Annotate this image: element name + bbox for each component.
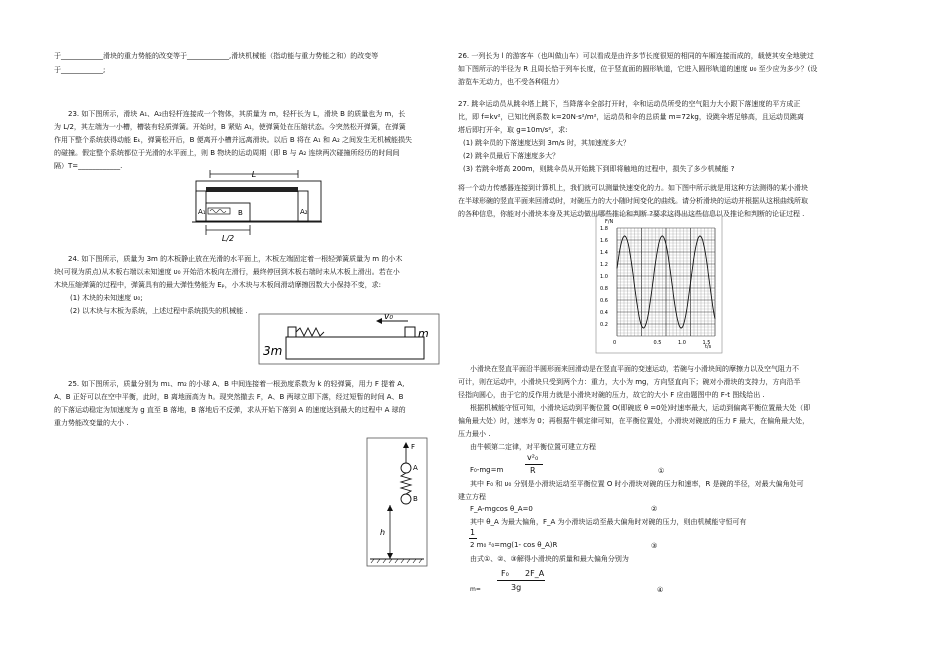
y-tick-label: 0.4 [600,310,608,316]
eq4-main: m= [470,586,481,593]
q23-line: 23. 如下图所示，滑块 A₁、A₂由轻杆连接成一个物体，其质量为 m，轻杆长为 L，滑块 B 的质量也为 m，长 [68,110,406,118]
answer-line: 其中 θ_A 为最大偏角，F_A 为小滑块运动至最大偏角时对碗的压力，则由机械能守恒可有 [470,518,747,526]
intro-line-1: 于____________滑块的重力势能的改变等于____________,滑块机械能（指动能与重力势能之和）的改变等 [54,52,379,60]
graph-y-ticks [600,226,608,328]
eq4-fraction-bar [497,580,545,581]
exp-line: 在半球形碗的竖直平面来回滑动时，对碗压力的大小随时间变化的曲线。请分析滑块的运动并根据从这根曲线所取 [458,197,808,205]
answer-line: 压力最小 . [458,430,491,438]
label-m: m [418,327,429,340]
q25-line: 重力势能改变量的大小 . [54,419,129,427]
y-tick-label: 1.6 [600,238,608,244]
q23-figure [188,167,323,247]
q27-line: (2) 跳伞员最后下落速度多大？ [463,152,560,160]
label-A1: A₁ [198,208,206,216]
eq1-denominator: R [530,466,536,475]
q24-line: (2) 以木块与木板为系统，上述过程中系统损失的机械能 . [70,307,248,315]
q23-line: 为 L/2，其左端为一小槽，槽装有轻质弹簧。开始时，B 紧贴 A₁，使弹簧处在压缩状态。今突然松开弹簧，在弹簧 [54,123,406,131]
eq3-main: 2 m₀ ²₀=mg(1- cos θ_A)R [470,541,558,549]
graph-x-ticks [613,340,710,346]
intro-line-2: 于____________; [54,66,106,74]
answer-line: 由牛顿第二定律，对平衡位置可建立方程 [470,443,596,451]
y-tick-label: 1.8 [600,226,608,232]
exp-line: 将一个动力传感器连接到计算机上，我们就可以测量快速变化的力。如下图中所示就是用这种方法测得的某小滑块 [458,184,808,192]
q25-line: A、B 正好可以在空中平衡，此时，B 离地面高为 h。现突然撤去 F，A、B 两球立即下落，经过短暂的时间 A、B [54,393,404,401]
force-time-graph [595,214,723,354]
label-L-half: L/2 [221,234,235,243]
graph-y-label: F/N [605,219,614,225]
answer-line: 其中 F₀ 和 υ₀ 分别是小滑块运动至平衡位置 O 时小滑块对碗的压力和速率，R 是碗的半径，对最大偏角处可 [470,480,804,488]
answer-line: 偏角最大处）时，速率为 0；再根据牛顿定律可知，在平衡位置处，小滑块对碗底的压力 F 最大，在偏角最大处， [458,417,810,425]
answer-line: 由式①、②、③解得小滑块的质量和最大偏角分别为 [470,555,629,563]
answer-line: 建立方程 [458,493,486,501]
q24-line: 块(可视为质点)从木板右端以未知速度 υ₀ 开始沿木板向左滑行，最终停回到木板右端时未从木板上滑出。若在小 [54,268,400,276]
eq1-fraction-bar [525,464,543,465]
eq4-denominator: 3g [511,583,522,592]
x-tick-label: 1.0 [678,340,686,346]
equation-2: F_A-mgcos θ_A=0 [470,505,533,513]
label-A: A [413,464,418,472]
y-tick-label: 0.2 [600,322,608,328]
eq3-numerator: 1 [470,528,476,537]
exp-line: 的各种信息，你能对小滑块本身及其运动做出哪些推论和判断 ?要求这得出这些信息以及推论和判断的论证过程 . [458,210,805,218]
y-tick-label: 0.6 [600,298,608,304]
answer-line: 可计，则在运动中，小滑块只受到两个力：重力，大小为 mg，方向竖直向下；碗对小滑块的支持力，方向沿半 [458,378,801,386]
y-tick-label: 1.0 [600,274,608,280]
label-B: B [238,209,243,217]
label-L: L [251,170,257,179]
label-v0: v₀ [384,313,393,322]
q27-line: (3) 若跳伞塔高 200m，则跳伞员从开始跳下到即将触地的过程中，损失了多少机械能 ? [463,165,735,173]
eq3-tag: ③ [651,542,658,550]
q23-line: 的碰撞。假定整个系统都位于光滑的水平面上，则 B 物块的运动周期（即 B 与 A₂ 连续两次碰撞所经历的时间间 [54,149,400,157]
q25-line: 25. 如下图所示，质量分别为 m₁、m₂ 的小球 A、B 中间连接着一根劲度系数为 k 的轻弹簧，用力 F 提着 A, [68,380,405,388]
answer-line: 径指向圆心，由于它的反作用力就是小滑块对碗的压力，故它的大小 F 应由题图中的 F-t 图线给出 . [458,391,765,399]
label-A2: A₂ [300,208,308,216]
q26-line: 如下图所示的半径为 R 且周长恰于列车长度，位于竖直面的圆形轨道，它进入圆形轨道的速度 υ₀ 至少应为多少？(设 [458,65,818,73]
q27-line: 27. 跳伞运动员从跳伞塔上跳下，当降落伞全部打开时，伞和运动员所受的空气阻力大小跟下落速度的平方成正 [458,100,801,108]
q24-line: 木块压缩弹簧的过程中，弹簧具有的最大弹性势能为 Eₚ，小木块与木板间滑动摩擦因数大小保持不变，求: [54,281,382,289]
eq4-numerator-1: F₀ [501,569,509,578]
eq2-tag: ② [651,505,658,513]
q27-line: 塔后即打开伞，取 g=10m/s²，求: [458,126,568,134]
answer-line: 根据机械能守恒可知，小滑块运动到平衡位置 O(即碗底 θ =0处)时速率最大，运动到偏离平衡位置最大处（即 [470,404,811,412]
eq3-fraction-bar [469,538,477,539]
q25-line: 的下落运动稳定为加速度为 g 直至 B 落地，B 落地后不反弹，求从开始下落到 A 的速度达到最大的过程中 A 球的 [54,406,406,414]
eq1-tag: ① [658,467,665,475]
q24-line: 24. 如下图所示，质量为 3m 的木板静止放在光滑的水平面上，木板左端固定着一根轻弹簧质量为 m 的小木 [68,255,403,263]
y-tick-label: 1.4 [600,250,608,256]
label-3m: 3m [263,344,283,358]
x-tick-label: 1.5 [702,340,711,346]
eq1-main: F₀-mg=m [470,466,504,474]
y-tick-label: 1.2 [600,262,608,268]
answer-line: 小滑块在竖直平面沿半圆形面来回滑动是在竖直平面的变速运动，若碗与小滑块间的摩擦力以及空气阻力不 [470,365,799,373]
q24-line: (1) 木块的未知速度 υ₀; [70,294,143,302]
eq1-numerator: v²₀ [527,453,539,462]
q26-line: 26. 一列长为 l 的游客车（也叫做山车）可以看成是由许多节长度很短的相同的车厢连接而成的，载使其安全地驶过 [458,52,814,60]
graph-x-label: t/s [705,344,712,350]
q23-line: 隔）T=____________. [54,162,123,170]
q24-figure [258,313,440,365]
q25-figure [366,437,428,567]
x-tick-label: 0.5 [653,340,662,346]
q26-line: 游览车无动力，也不受各种阻力） [458,78,563,86]
label-F: F [411,443,416,451]
y-tick-label: 0.8 [600,286,608,292]
label-h: h [380,528,386,537]
label-B: B [413,495,418,503]
q27-line: 比，即 f=kv²，已知比例系数 k=20N·s²/m²，运动员和伞的总质量 m=72kg，设跳伞塔足够高，且运动员跳离 [458,113,804,121]
x-tick-label: 0 [613,340,617,346]
eq4-numerator-2: 2F_A [525,569,545,578]
q27-line: (1) 跳伞员的下落速度达到 3m/s 时，其加速度多大？ [463,139,630,147]
eq4-tag: ④ [657,586,664,594]
q23-line: 作用下整个系统获得动能 Eₖ，弹簧松开后，B 便离开小槽并远离滑块。以后 B 将在 A₁ 和 A₂ 之间发生无机械能损失 [54,136,412,144]
